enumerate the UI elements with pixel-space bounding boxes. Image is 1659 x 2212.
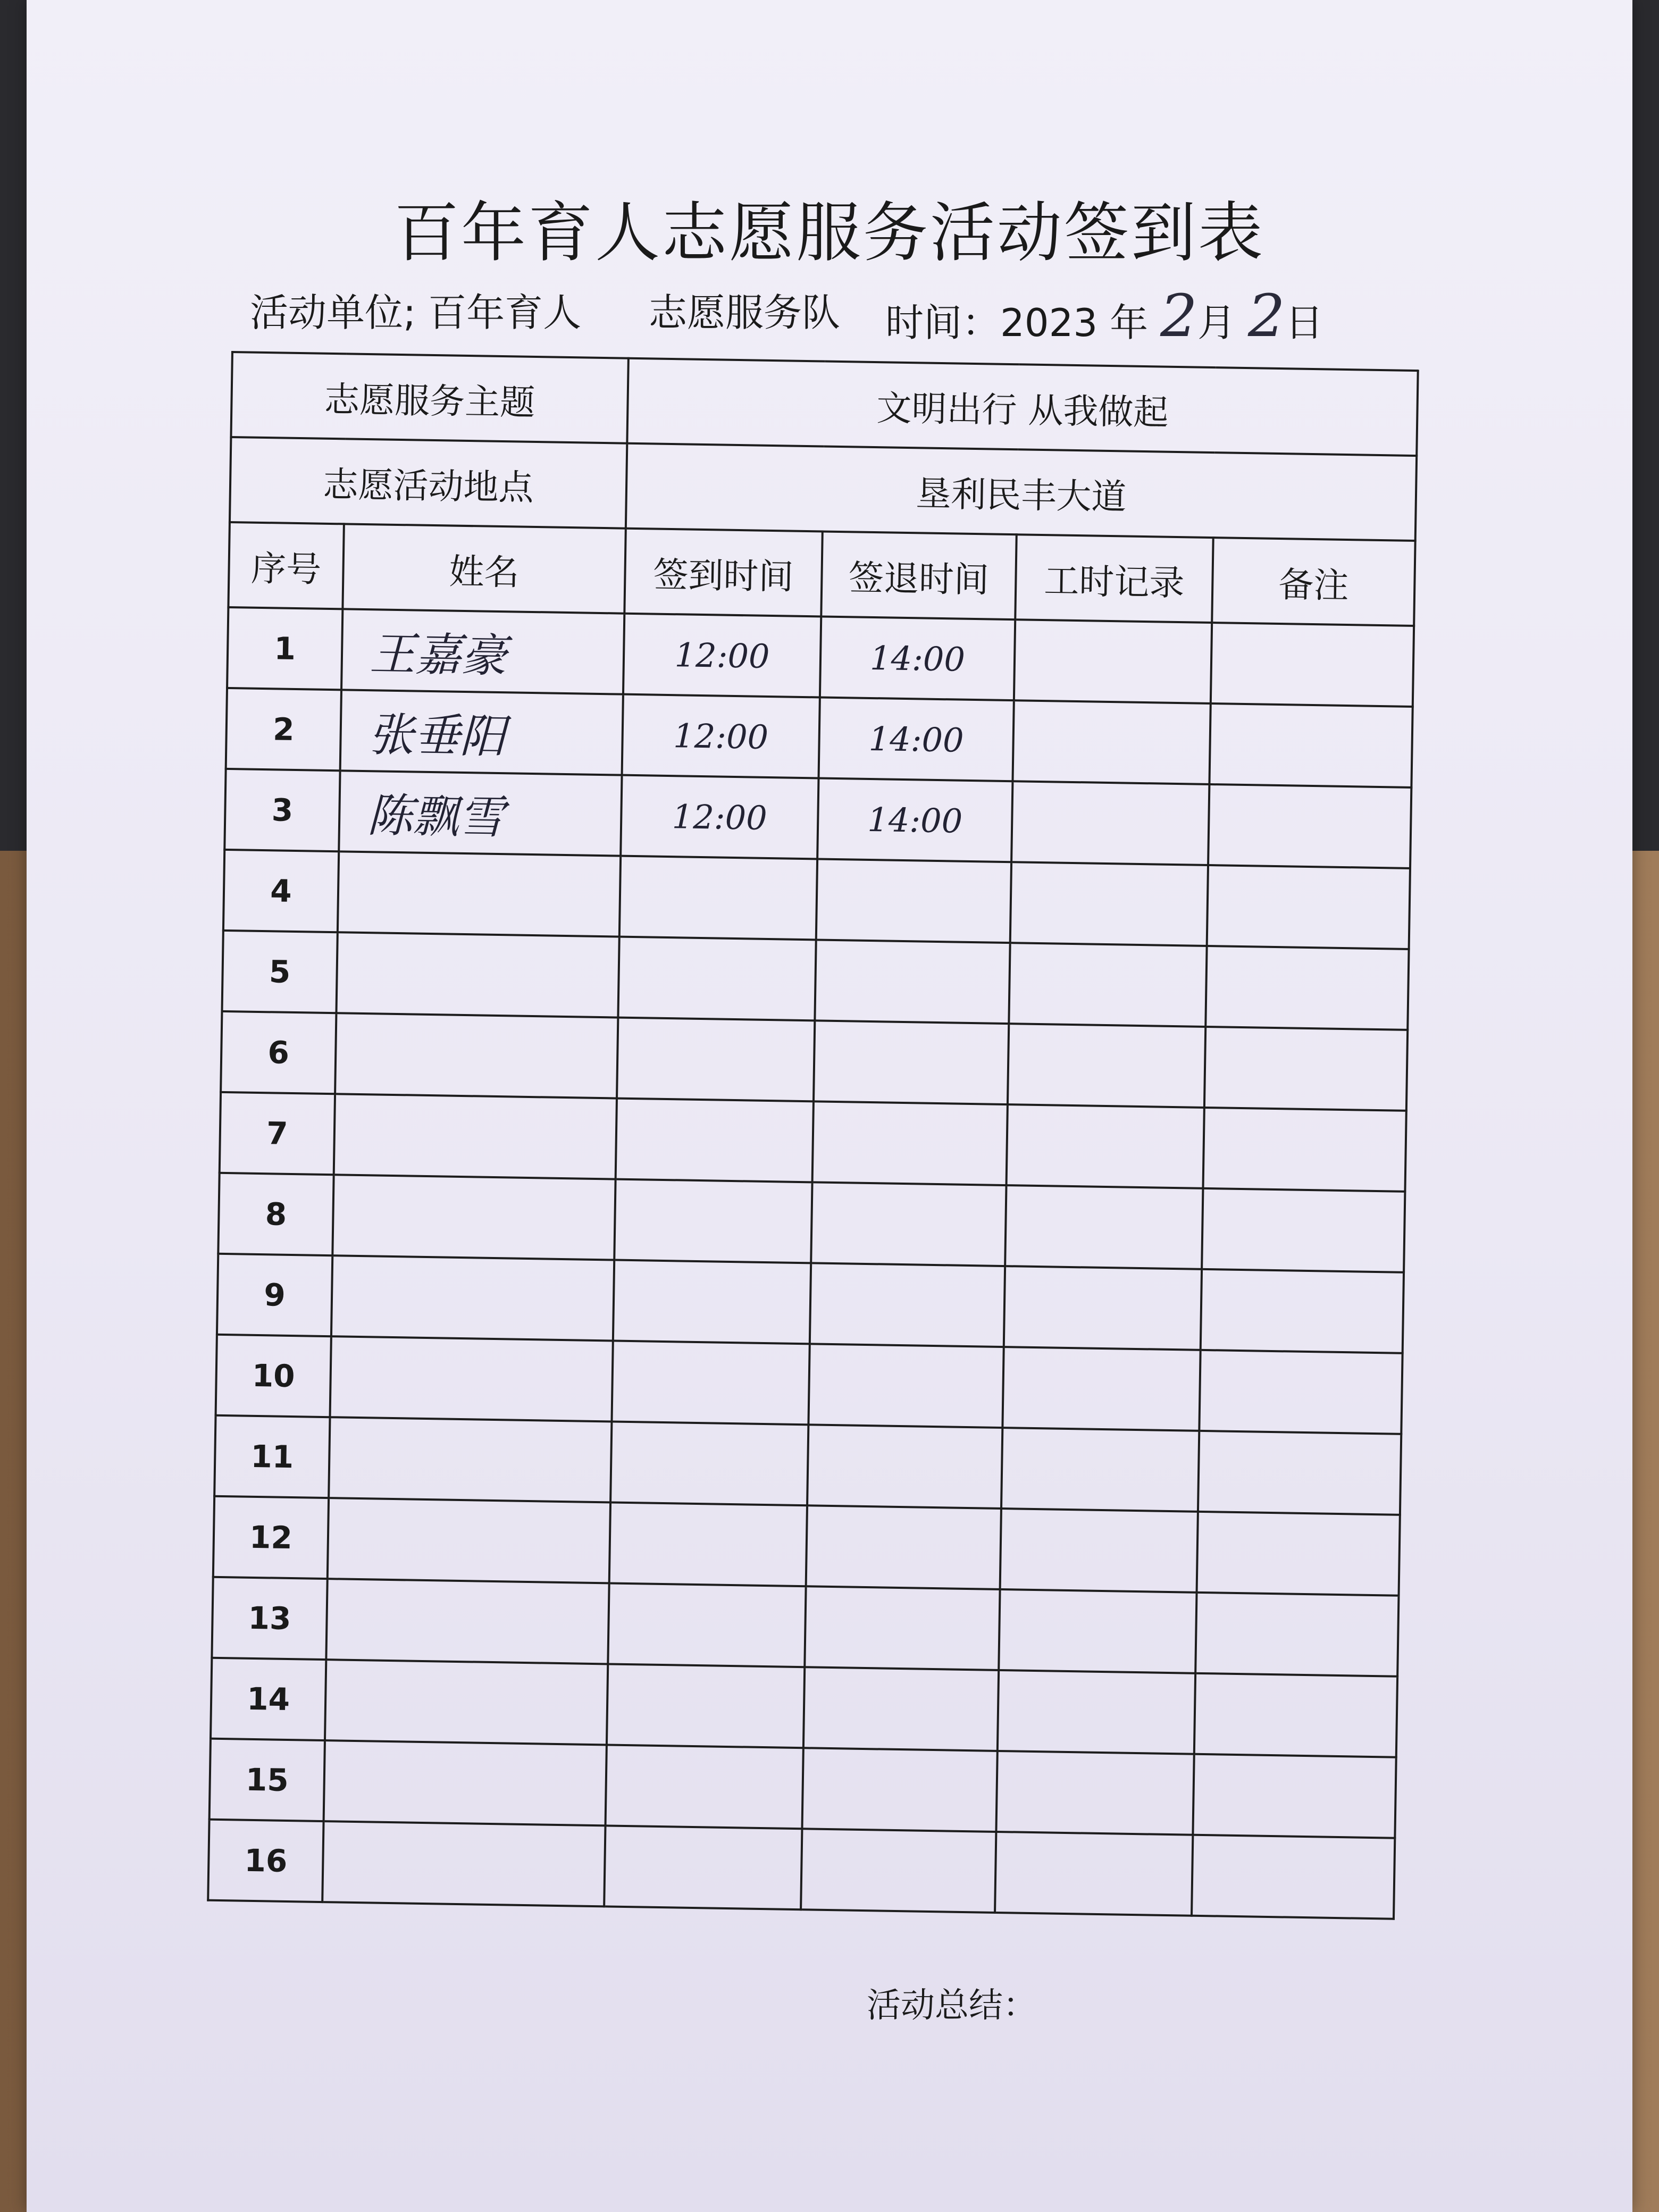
row-remarks bbox=[1203, 1108, 1406, 1192]
row-name bbox=[332, 1175, 615, 1260]
row-name bbox=[338, 851, 621, 936]
row-sign-out-time bbox=[811, 1182, 1006, 1266]
row-name bbox=[336, 932, 619, 1017]
row-name bbox=[331, 1255, 614, 1340]
row-sign-out-time bbox=[814, 1020, 1009, 1104]
row-hours-record bbox=[1000, 1509, 1198, 1593]
row-sign-out-time bbox=[803, 1667, 999, 1751]
month-value: 2 bbox=[1160, 282, 1198, 350]
row-name bbox=[335, 1013, 618, 1098]
date-line bbox=[885, 282, 1323, 350]
column-header-hours-record: 工时记录 bbox=[1015, 534, 1213, 623]
row-sign-out-time bbox=[801, 1829, 996, 1913]
row-name: 张垂阳 bbox=[340, 690, 623, 775]
row-number: 12 bbox=[213, 1496, 329, 1579]
row-name bbox=[329, 1417, 611, 1502]
theme-value: 文明出行 从我做起 bbox=[627, 358, 1418, 456]
row-number: 10 bbox=[216, 1335, 331, 1417]
sign-in-sheet-paper bbox=[27, 0, 1632, 2212]
row-number: 5 bbox=[222, 931, 337, 1013]
row-hours-record bbox=[996, 1751, 1194, 1835]
row-hours-record bbox=[1012, 700, 1210, 784]
row-remarks bbox=[1204, 1027, 1407, 1111]
sign-in-table bbox=[207, 351, 1419, 1920]
row-name bbox=[326, 1579, 609, 1664]
activity-unit-label: 活动单位; 百年育人 bbox=[250, 290, 582, 335]
row-sign-in-time: 12:00 bbox=[623, 614, 821, 698]
row-hours-record bbox=[1014, 619, 1212, 703]
row-hours-record bbox=[995, 1832, 1193, 1916]
row-sign-in-time bbox=[608, 1583, 806, 1667]
row-remarks bbox=[1209, 703, 1412, 787]
row-sign-out-time bbox=[807, 1425, 1002, 1509]
row-number: 3 bbox=[224, 769, 340, 851]
row-name bbox=[325, 1660, 608, 1745]
row-number: 11 bbox=[214, 1415, 330, 1498]
row-sign-in-time bbox=[613, 1260, 811, 1344]
row-sign-in-time: 12:00 bbox=[621, 775, 818, 859]
service-team-label: 志愿服务队 bbox=[649, 290, 841, 335]
row-hours-record bbox=[1010, 862, 1208, 946]
row-sign-out-time bbox=[816, 859, 1011, 943]
row-number: 4 bbox=[223, 850, 339, 932]
row-name bbox=[330, 1336, 613, 1421]
row-name bbox=[334, 1094, 617, 1179]
row-hours-record bbox=[1007, 1104, 1204, 1188]
row-hours-record bbox=[1001, 1428, 1199, 1512]
row-remarks bbox=[1197, 1512, 1400, 1596]
day-value: 2 bbox=[1247, 282, 1285, 350]
column-header-number: 序号 bbox=[228, 522, 343, 609]
row-remarks bbox=[1195, 1593, 1398, 1677]
row-remarks bbox=[1208, 784, 1411, 868]
row-hours-record bbox=[1002, 1347, 1200, 1431]
row-sign-in-time bbox=[619, 856, 817, 940]
row-name bbox=[324, 1740, 607, 1825]
row-remarks bbox=[1194, 1673, 1397, 1757]
row-sign-in-time bbox=[618, 937, 816, 1021]
row-number: 6 bbox=[221, 1011, 336, 1094]
column-header-remarks: 备注 bbox=[1212, 538, 1415, 626]
location-value: 垦利民丰大道 bbox=[626, 443, 1417, 541]
theme-label: 志愿服务主题 bbox=[231, 352, 628, 443]
row-remarks bbox=[1193, 1754, 1396, 1838]
row-sign-out-time bbox=[810, 1263, 1005, 1347]
row-remarks bbox=[1207, 865, 1410, 949]
column-header-name: 姓名 bbox=[342, 524, 625, 613]
row-sign-in-time bbox=[609, 1502, 807, 1586]
form-title: 百年育人志愿服务活动签到表 bbox=[394, 195, 1265, 271]
row-hours-record bbox=[1004, 1266, 1202, 1350]
row-remarks bbox=[1201, 1269, 1404, 1353]
month-label: 月 bbox=[1197, 300, 1236, 345]
row-name: 陈飘雪 bbox=[339, 770, 622, 856]
row-sign-out-time: 14:00 bbox=[820, 616, 1015, 700]
row-hours-record bbox=[1009, 943, 1206, 1027]
row-remarks bbox=[1202, 1188, 1405, 1272]
row-sign-in-time bbox=[610, 1421, 808, 1505]
row-number: 15 bbox=[210, 1739, 325, 1821]
row-sign-out-time bbox=[805, 1586, 1000, 1670]
row-remarks bbox=[1199, 1350, 1402, 1434]
row-number: 2 bbox=[226, 688, 341, 770]
row-hours-record bbox=[1011, 781, 1209, 865]
row-number: 13 bbox=[212, 1577, 327, 1660]
row-name: 王嘉豪 bbox=[341, 609, 624, 694]
column-header-sign-in-time: 签到时间 bbox=[624, 529, 822, 617]
row-hours-record bbox=[1005, 1185, 1203, 1269]
row-hours-record bbox=[998, 1670, 1195, 1754]
row-sign-out-time bbox=[806, 1505, 1001, 1589]
row-number: 8 bbox=[218, 1173, 333, 1255]
row-number: 16 bbox=[208, 1820, 323, 1902]
row-remarks bbox=[1205, 946, 1409, 1030]
row-sign-out-time bbox=[812, 1101, 1008, 1185]
row-sign-in-time bbox=[604, 1825, 802, 1909]
row-sign-in-time bbox=[616, 1099, 814, 1183]
row-sign-out-time bbox=[808, 1344, 1003, 1428]
row-remarks bbox=[1211, 623, 1414, 707]
row-number: 1 bbox=[227, 607, 342, 690]
activity-summary-label: 活动总结： bbox=[867, 1986, 1037, 2025]
time-label: 时间：2023 年 bbox=[885, 300, 1149, 345]
row-sign-in-time bbox=[606, 1745, 803, 1829]
column-header-sign-out-time: 签退时间 bbox=[821, 532, 1016, 620]
row-remarks bbox=[1192, 1835, 1395, 1919]
row-sign-in-time: 12:00 bbox=[622, 694, 820, 778]
row-sign-in-time bbox=[611, 1341, 809, 1425]
row-sign-in-time bbox=[614, 1179, 812, 1263]
row-sign-in-time bbox=[617, 1018, 815, 1102]
row-name bbox=[322, 1821, 605, 1906]
day-label: 日 bbox=[1285, 300, 1323, 345]
row-sign-in-time bbox=[607, 1664, 805, 1748]
row-sign-out-time: 14:00 bbox=[817, 778, 1012, 862]
row-number: 9 bbox=[217, 1254, 332, 1336]
row-number: 14 bbox=[211, 1658, 326, 1740]
row-number: 7 bbox=[220, 1092, 335, 1175]
row-sign-out-time: 14:00 bbox=[819, 697, 1014, 781]
row-remarks bbox=[1198, 1431, 1401, 1515]
row-sign-out-time bbox=[815, 940, 1010, 1024]
location-label: 志愿活动地点 bbox=[230, 437, 627, 529]
row-sign-out-time bbox=[802, 1748, 997, 1832]
row-name bbox=[328, 1498, 610, 1583]
row-hours-record bbox=[1008, 1024, 1205, 1108]
row-hours-record bbox=[999, 1589, 1196, 1673]
